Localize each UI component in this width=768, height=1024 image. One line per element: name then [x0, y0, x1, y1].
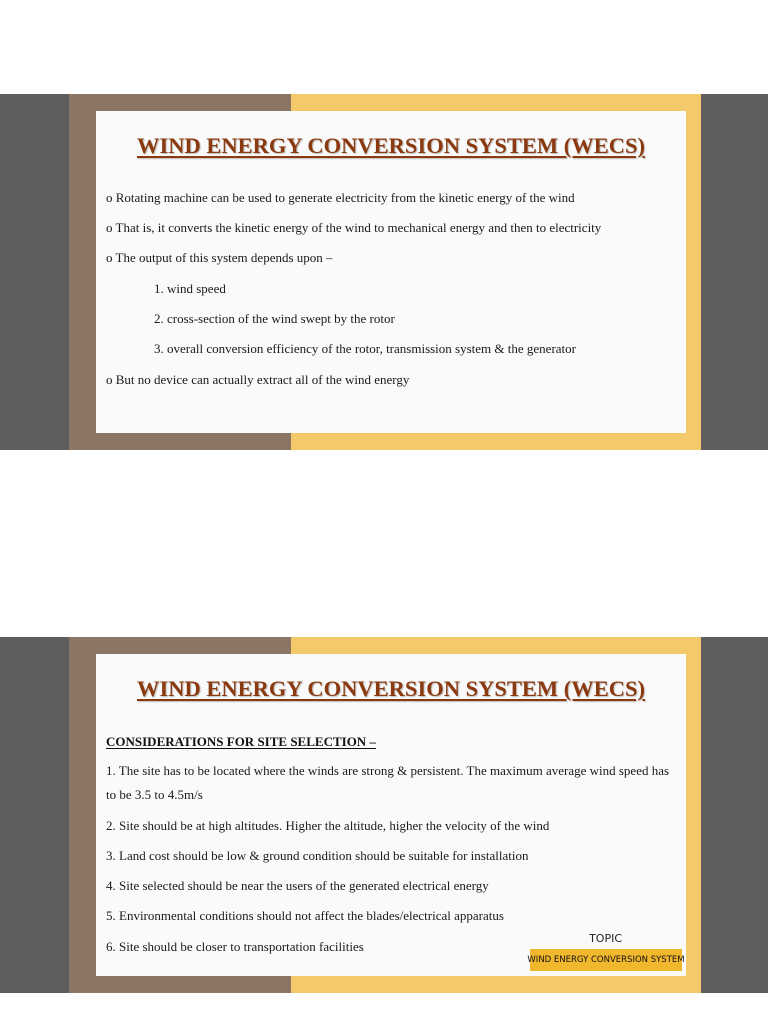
topic-label: TOPIC [589, 932, 622, 945]
slide-2-item-2: 2. Site should be at high altitudes. Higher the altitude, higher the velocity of the wind [106, 818, 550, 833]
slide-2-item-5: 5. Environmental conditions should not affect the blades/electrical apparatus [106, 908, 504, 923]
slide-1-subitem-2: 2. cross-section of the wind swept by the rotor [154, 311, 395, 326]
slide-2-frame [0, 637, 768, 993]
slide-2-subheading: CONSIDERATIONS FOR SITE SELECTION – [106, 734, 376, 749]
slide-1-title: WIND ENERGY CONVERSION SYSTEM (WECS) [137, 133, 645, 158]
slide-1-bullet-2: o That is, it converts the kinetic energy of the wind to mechanical energy and then to electricity [106, 220, 602, 235]
slide-1-bullet-4: o But no device can actually extract all of the wind energy [106, 372, 410, 387]
slide-2-item-1: 1. The site has to be located where the winds are strong & persistent. The maximum average wind speed has to be 3.5 to 4.5m/s [106, 763, 670, 802]
topic-badge: WIND ENERGY CONVERSION SYSTEM [530, 949, 682, 971]
slide-2-item-3: 3. Land cost should be low & ground condition should be suitable for installation [106, 848, 529, 863]
slide-2-item-4: 4. Site selected should be near the users of the generated electrical energy [106, 878, 489, 893]
slide-1-subitem-3: 3. overall conversion efficiency of the rotor, transmission system & the generator [154, 341, 576, 356]
slide-1-subitem-1: 1. wind speed [154, 281, 226, 296]
slide-2 [96, 654, 686, 976]
slide-1-frame [0, 94, 768, 450]
slide-1 [96, 111, 686, 433]
slide-2-title: WIND ENERGY CONVERSION SYSTEM (WECS) [137, 676, 645, 701]
slide-1-bullet-1: o Rotating machine can be used to generate electricity from the kinetic energy of the wind [106, 190, 575, 205]
slide-1-bullet-3: o The output of this system depends upon – [106, 250, 333, 265]
slide-2-item-6: 6. Site should be closer to transportation facilities [106, 939, 364, 954]
